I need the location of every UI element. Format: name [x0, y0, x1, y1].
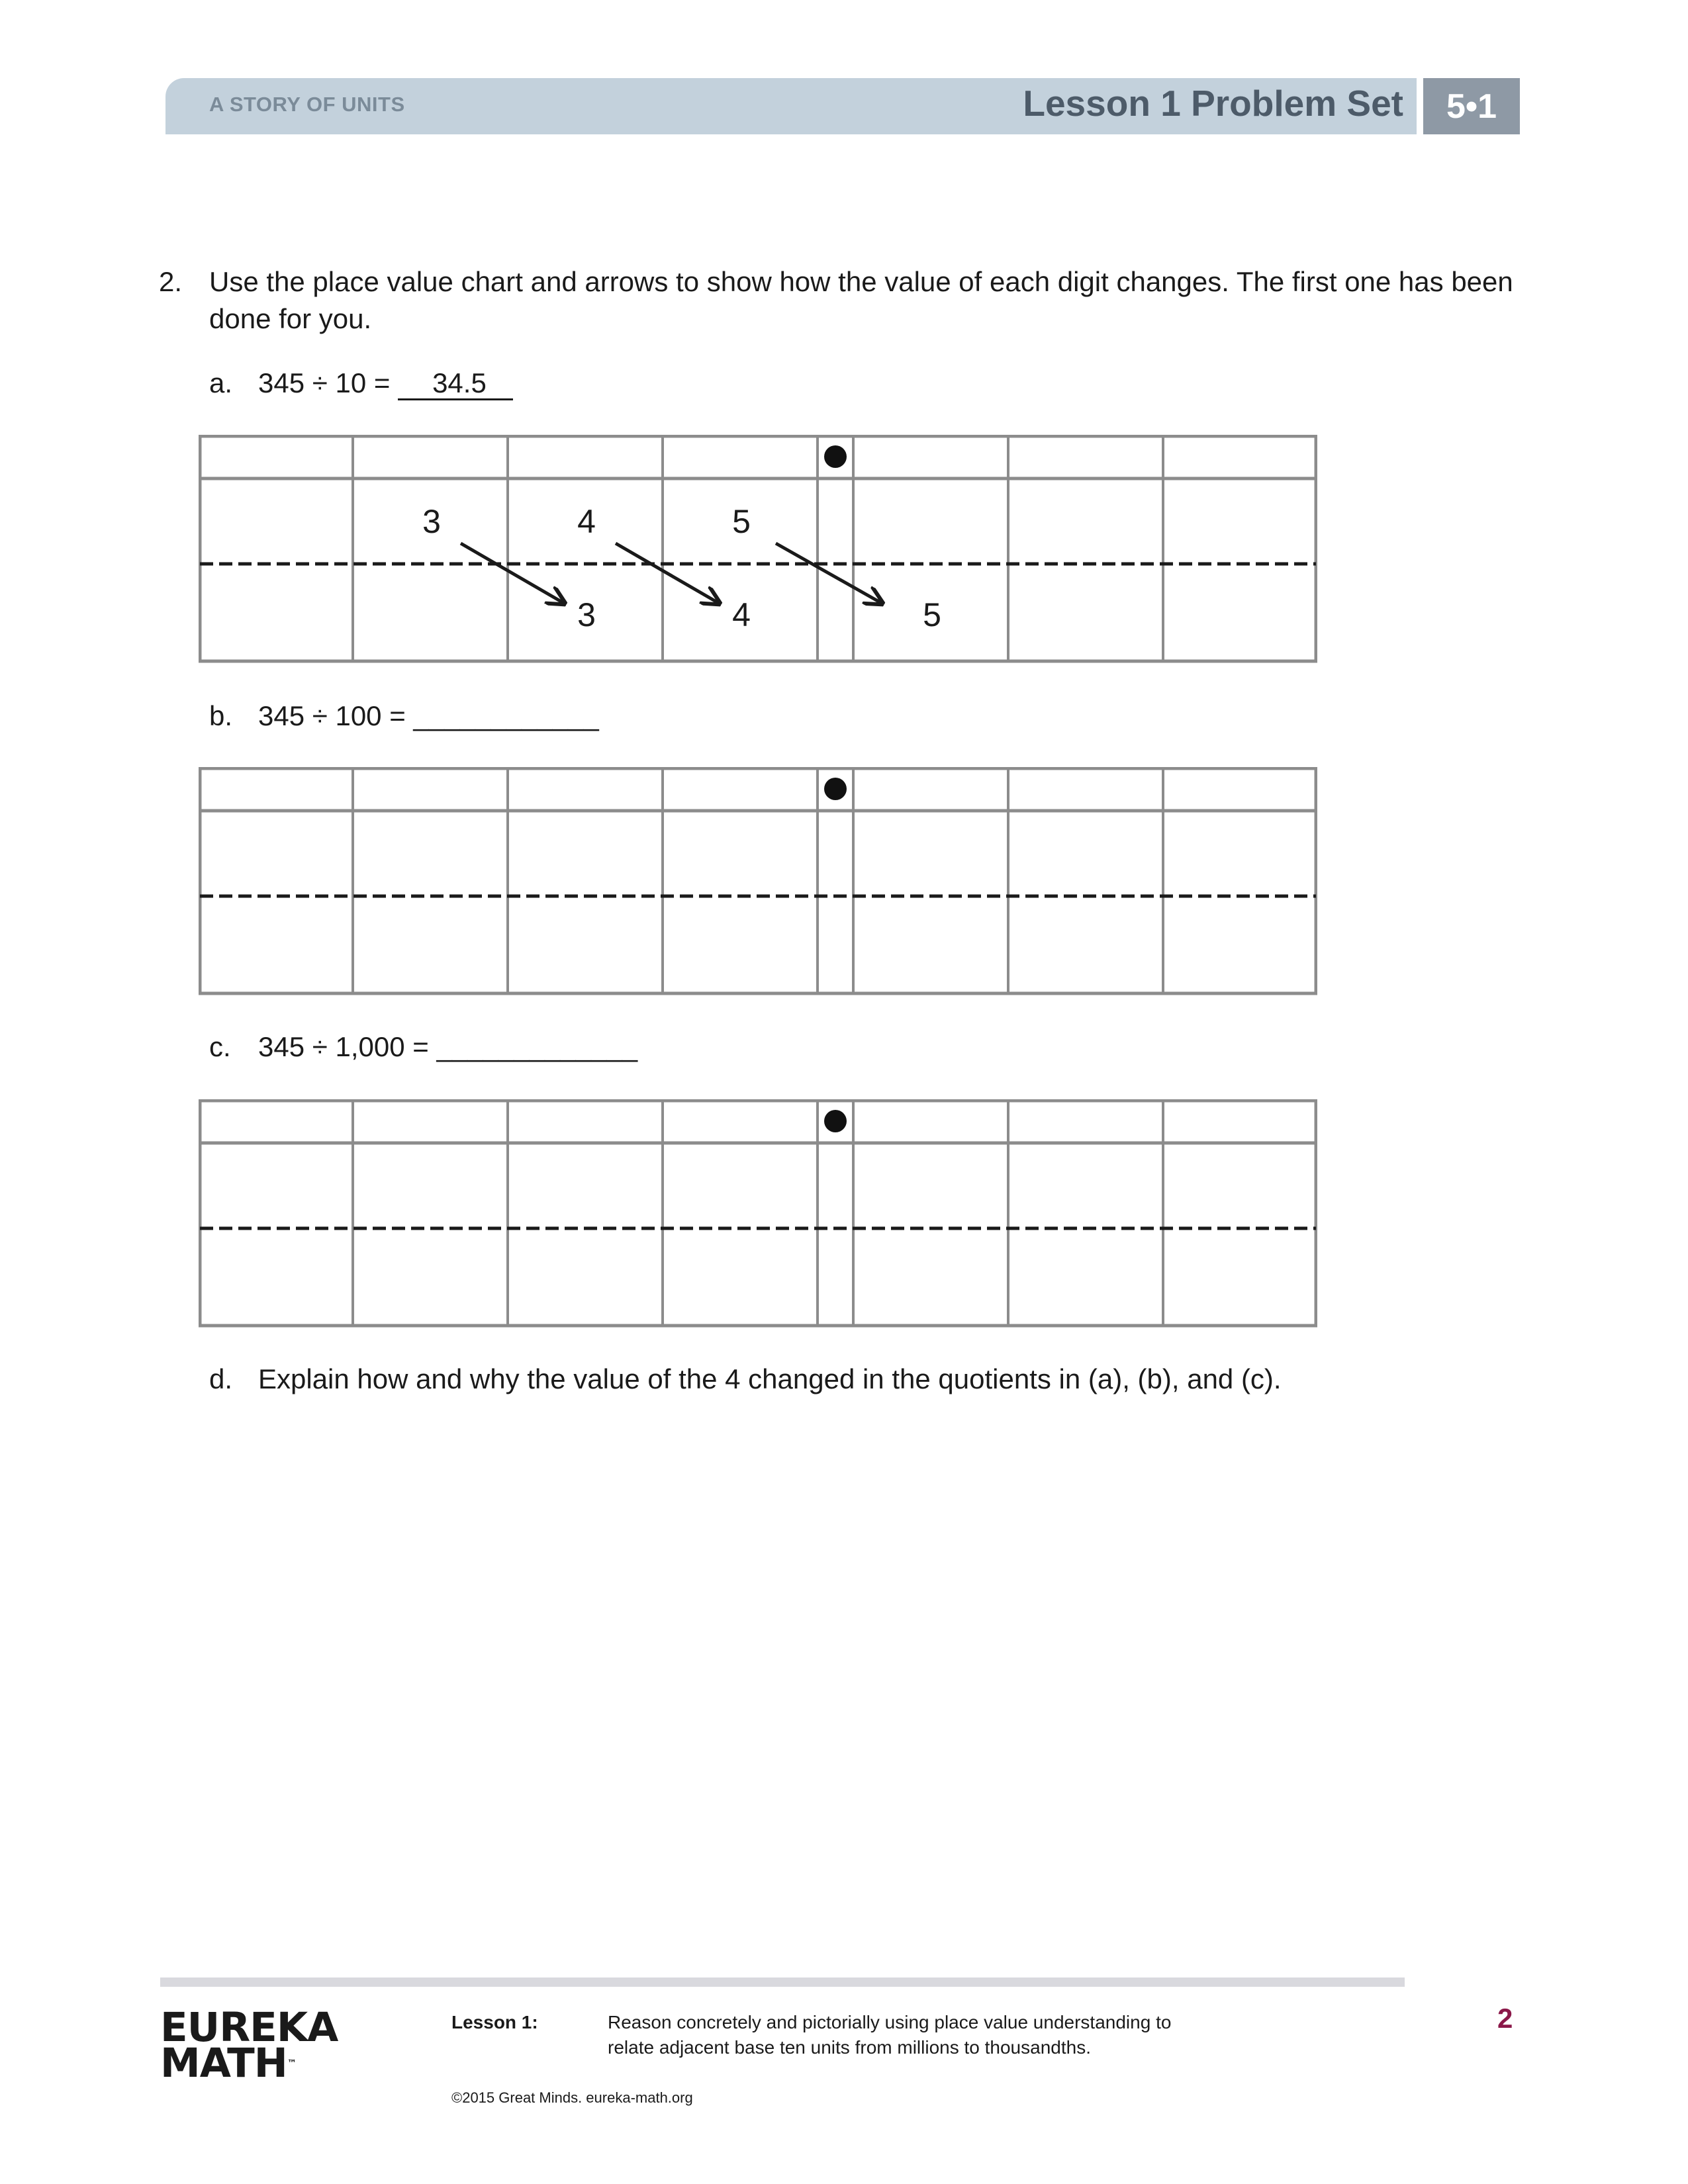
part-b-letter: b. [209, 700, 233, 731]
shift-arrow [776, 543, 882, 604]
logo-trademark: ™ [287, 2058, 297, 2069]
shift-arrow [461, 543, 565, 604]
bottom-digit: 3 [577, 596, 596, 633]
footer-description-line-2: relate adjacent base ten units from millions to thousandths. [608, 2037, 1091, 2058]
decimal-point-marker [824, 1110, 847, 1132]
part-b-equation [258, 700, 599, 732]
part-d-question: Explain how and why the value of the 4 changed in the quotients in (a), (b), and (c). [258, 1363, 1282, 1394]
shift-arrow [616, 543, 720, 604]
place-value-chart-b [199, 767, 1317, 999]
part-c-answer-blank[interactable]: _____________ [436, 1031, 638, 1062]
logo-line-1: EUREKA [160, 2004, 338, 2051]
problem-number: 2. [159, 266, 183, 297]
part-c-expression: 345 ÷ 1,000 = [258, 1031, 429, 1062]
top-digit: 5 [732, 503, 751, 540]
place-value-chart-a [199, 435, 1317, 666]
footer-rule [160, 1978, 1405, 1987]
series-label: A STORY OF UNITS [209, 93, 405, 116]
grade-module-badge: 5•1 [1423, 78, 1520, 134]
bottom-digit: 4 [732, 596, 751, 633]
footer-description-line-1: Reason concretely and pictorially using place value understanding to [608, 2012, 1172, 2032]
page-number: 2 [1497, 2003, 1513, 2034]
part-d-letter: d. [209, 1363, 233, 1394]
bottom-digit: 5 [923, 596, 941, 633]
part-a-equation [258, 367, 513, 400]
part-b-answer-blank[interactable]: ____________ [413, 700, 599, 731]
part-a-letter: a. [209, 367, 233, 398]
part-a-expression: 345 ÷ 10 = [258, 367, 391, 398]
copyright: ©2015 Great Minds. eureka-math.org [451, 2089, 693, 2106]
part-c-equation [258, 1031, 637, 1063]
logo-line-2: MATH [160, 2040, 287, 2087]
footer-lesson-label: Lesson 1: [451, 2012, 538, 2032]
decimal-point-marker [824, 445, 847, 468]
part-a-answer: 34.5 [398, 368, 513, 400]
chart-border [200, 436, 1316, 661]
lesson-title: Lesson 1 Problem Set [1023, 83, 1403, 124]
problem-instruction-line-1: Use the place value chart and arrows to show how the value of each digit changes. The first one has been [209, 266, 1513, 297]
place-value-chart-c [199, 1099, 1317, 1331]
top-digit: 3 [422, 503, 441, 540]
decimal-point-marker [824, 778, 847, 800]
part-c-letter: c. [209, 1031, 231, 1062]
eureka-math-logo [160, 2004, 339, 2087]
problem-instruction-line-2: done for you. [209, 303, 372, 334]
part-b-expression: 345 ÷ 100 = [258, 700, 406, 731]
top-digit: 4 [577, 503, 596, 540]
